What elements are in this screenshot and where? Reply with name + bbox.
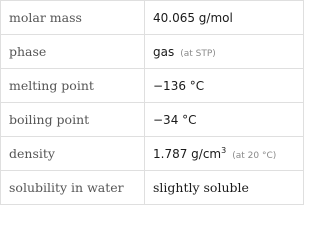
condition-note: (at STP) <box>180 48 216 59</box>
table-row-solubility <box>1 171 304 205</box>
value-text: slightly soluble <box>153 180 249 195</box>
property-label: density <box>1 137 145 171</box>
table-row-melting-point <box>1 69 304 103</box>
property-label: solubility in water <box>1 171 145 205</box>
property-value <box>145 103 304 137</box>
property-label: molar mass <box>1 1 145 35</box>
value-text: 40.065 g/mol <box>153 10 233 25</box>
value-text: 1.787 g/cm <box>153 146 222 161</box>
property-label: boiling point <box>1 103 145 137</box>
table-row-boiling-point <box>1 103 304 137</box>
value-text: gas <box>153 44 175 59</box>
value-text: −136 °C <box>153 78 205 93</box>
property-value <box>145 1 304 35</box>
unit-exponent: 3 <box>221 145 227 155</box>
property-label: melting point <box>1 69 145 103</box>
table-row-phase <box>1 35 304 69</box>
value-text: −34 °C <box>153 112 197 127</box>
property-value <box>145 69 304 103</box>
property-label: phase <box>1 35 145 69</box>
table-row-molar-mass <box>1 1 304 35</box>
property-value <box>145 137 304 171</box>
property-value <box>145 35 304 69</box>
property-value <box>145 171 304 205</box>
condition-note: (at 20 °C) <box>232 150 277 161</box>
table-row-density <box>1 137 304 171</box>
